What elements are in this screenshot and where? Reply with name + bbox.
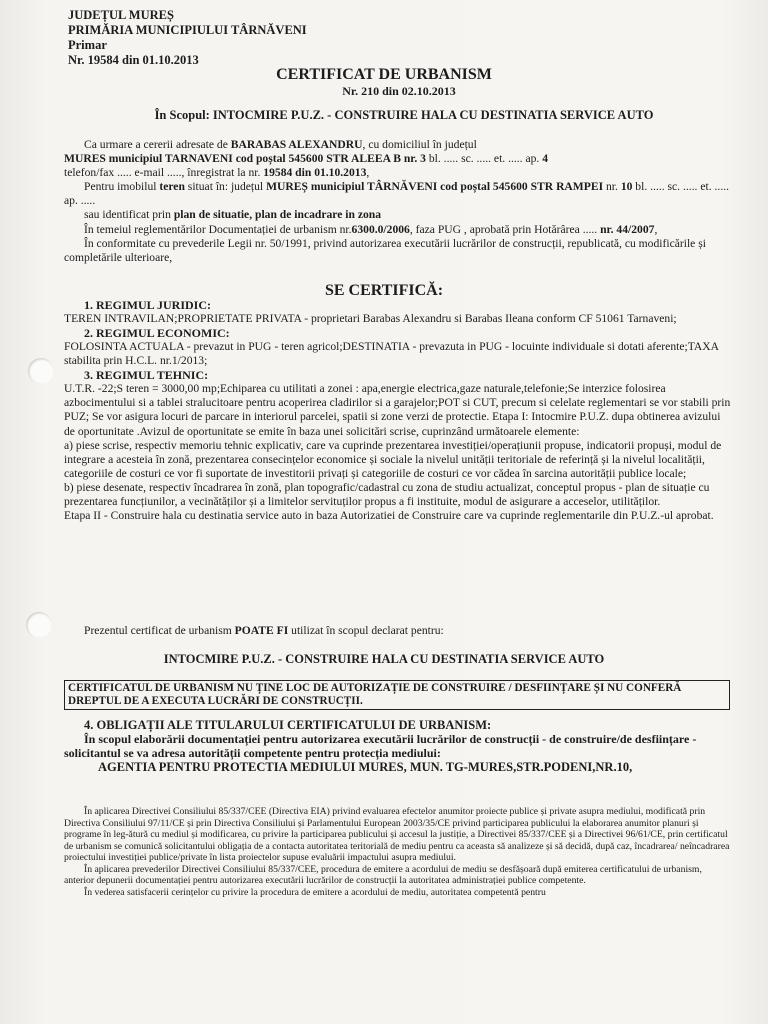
issuer-header xyxy=(68,8,307,68)
environment-agency: AGENTIA PENTRU PROTECTIA MEDIULUI MURES, MUN. TG-MURES,STR.PODENI,NR.10, xyxy=(98,760,633,775)
se-certifica-heading: SE CERTIFICĂ: xyxy=(324,282,444,299)
eia-directive-paragraph: În aplicarea Directivei Consiliului 85/337/CEE (Directiva EIA) privind evaluarea efectelor anumitor proiecte publice și private asupra mediului, modificată prin Directiva Consiliului 97/11/CE și prin Directiva Consiliului și Parlamentului European 2003/35/CE privind participarea publicului la elaborarea anumitor planuri și programe în leg-ătură cu mediul și modificarea, cu privire la participarea publicului și accesul la justiție, a Directivei 85/337/CEE și a Directivei 96/61/CE, prin certificatul de urbanism se comunică solicitantului obligația de a contacta autoritatea teritorială de mediu pentru ca aceasta să analizeze și să decidă, după caz, încadrarea/ neîncadrarea proiectului investiției publice/private în lista proiectelor supuse evaluării impactului asupra mediului. xyxy=(64,806,730,863)
usage-purpose: INTOCMIRE P.U.Z. - CONSTRUIRE HALA CU DESTINATIA SERVICE AUTO xyxy=(163,652,605,666)
regimes-section xyxy=(64,298,734,523)
regim-economic-heading: 2. REGIMUL ECONOMIC: xyxy=(84,326,230,341)
regim-tehnic-heading: 3. REGIMUL TEHNIC: xyxy=(84,368,209,383)
regim-economic-text: FOLOSINTA ACTUALA - prevazut in PUG - teren agricol;DESTINATIA - prevazuta in PUG - locuinte individuale si dotati aferente;TAXA stabilita prin H.C.L. nr.1/2013; xyxy=(64,340,719,368)
punch-hole-bottom xyxy=(26,612,52,638)
usage-section xyxy=(64,624,734,638)
certificate-scope: În Scopul: INTOCMIRE P.U.Z. - CONSTRUIRE HALA CU DESTINATIA SERVICE AUTO xyxy=(154,108,654,122)
regim-juridic-heading: 1. REGIMUL JURIDIC: xyxy=(84,298,212,312)
usage-statement: Prezentul certificat de urbanism POATE FI utilizat în scopul declarat pentru: xyxy=(84,624,444,637)
issuer-role: Primar xyxy=(68,38,107,52)
certificate-number: Nr. 210 din 02.10.2013 xyxy=(342,84,456,98)
punch-hole-top xyxy=(28,358,54,384)
obligations-subheading: În scopul elaborării documentației pentru autorizarea executării lucrărilor de construcții - de construire/de desființare - solicitantul se va adresa autorității competente pentru protecția mediului: xyxy=(64,732,697,761)
intro-section xyxy=(64,138,734,265)
regim-juridic-text: TEREN INTRAVILAN;PROPRIETATE PRIVATA - proprietari Barabas Alexandru si Barabas Ileana conform CF 51061 Tarnaveni; xyxy=(64,312,677,325)
intro-identification: sau identificat prin plan de situatie, plan de incadrare in zona xyxy=(84,208,382,222)
document-title: CERTIFICAT DE URBANISM xyxy=(276,66,492,83)
notice-text: CERTIFICATUL DE URBANISM NU ȚINE LOC DE AUTORIZAȚIE DE CONSTRUIRE / DESFIINȚARE ȘI NU CONFERĂ DREPTUL DE A EXECUTA LUCRĂRI DE CONSTRUCȚII. xyxy=(64,680,730,710)
city-hall-name: PRIMĂRIA MUNICIPIULUI TÂRNĂVENI xyxy=(68,23,307,37)
environment-requirements-paragraph: În vederea satisfacerii cerințelor cu privire la procedura de emitere a acordului de mediu, autoritatea competentă pentru xyxy=(84,886,546,898)
registration-number: Nr. 19584 din 01.10.2013 xyxy=(68,53,199,67)
regim-tehnic-etapa-2: Etapa II - Construire hala cu destinatia service auto in baza Autorizatiei de Construire care va cuprinde reglementarile din P.U.Z.-ul aprobat. xyxy=(64,509,714,523)
obligations-section xyxy=(64,718,734,774)
intro-legal-basis: În temeiul reglementărilor Documentației de urbanism nr.6300.0/2006, faza PUG , aprobată prin Hotărârea ..... nr. 44/2007, xyxy=(84,222,658,236)
county-name: JUDEȚUL MUREȘ xyxy=(68,8,174,22)
notice-box xyxy=(64,680,730,710)
environment-paragraphs xyxy=(64,806,734,898)
regim-tehnic-piese-desenate: b) piese desenate, respectiv încadrarea în zonă, plan topografic/cadastral cu zona de studiu actualizat, conceptul propus - plan de situație cu prezentarea funcțiunilor, a vecinătăților și a limitelor servituților propus a fi instituite, modul de asigurare a acceselor, utilităților. xyxy=(64,480,710,509)
environment-procedure-paragraph: În aplicarea prevederilor Directivei Consiliului 85/337/CEE, procedura de emitere a acordului de mediu se desfășoară după emiterea certificatului de urbanism, anterior depunerii documentației pentru autorizarea executării lucrărilor de construcții la autoritatea administrației publice competente. xyxy=(64,863,702,886)
intro-law-reference: În conformitate cu prevederile Legii nr. 50/1991, privind autorizarea executării lucrărilor de construcții, republicată, cu modificările și completările ulterioare, xyxy=(64,236,706,264)
intro-property: Pentru imobilul teren situat în: județul MUREȘ municipiul TÂRNĂVENI cod poștal 545600 STR RAMPEI nr. 10 bl. ..... sc. ..... et. ..... ap. ..... xyxy=(64,180,730,208)
regim-tehnic-text: U.T.R. -22;S teren = 3000,00 mp;Echiparea cu utilitati a zonei : apa,energie electrica,gaze naturale,telefonie;Se interzice folosirea azbocimentului si a tablei stralucitoare pentru acoperirea cladirilor si a garajelor;POT si CUT, precum si celelate reglementari se vor stabili prin PUZ; Se vor asigura locuri de parcare in interiorul parcelei, spatii si zone verzi de protectie. Etapa I: Intocmire P.U.Z. dupa obtinerea avizului de oportunitate .Avizul de oportunitate se emite în baza unei solicitări scrise, cuprinzând următoarele elemente: xyxy=(64,382,731,438)
regim-tehnic-piese-scrise: a) piese scrise, respectiv memoriu tehnic explicativ, care va cuprinde prezentarea investiției/operațiunii propuse, indicatorii propuși, modul de integrare a acesteia în zonă, prezentarea consecințelor economice și sociale la nivelul unității teritoriale de referință și la nivelul localității, categoriile de costuri ce vor fi suportate de investitorii privați și categoriile de costuri ce vor cădea în sarcina autorității publice locale; xyxy=(64,438,722,480)
obligations-heading: 4. OBLIGAȚII ALE TITULARULUI CERTIFICATULUI DE URBANISM: xyxy=(84,718,492,732)
intro-applicant: Ca urmare a cererii adresate de BARABAS ALEXANDRU, cu domiciliul în județul MURES municipiul TARNAVENI cod poștal 545600 STR ALEEA B nr. 3 bl. ..... sc. ..... et. ..... ap. 4 telefon/fax ..... e-mail ....., înregistrat la nr. 19584 din 01.10.2013, xyxy=(64,138,549,180)
